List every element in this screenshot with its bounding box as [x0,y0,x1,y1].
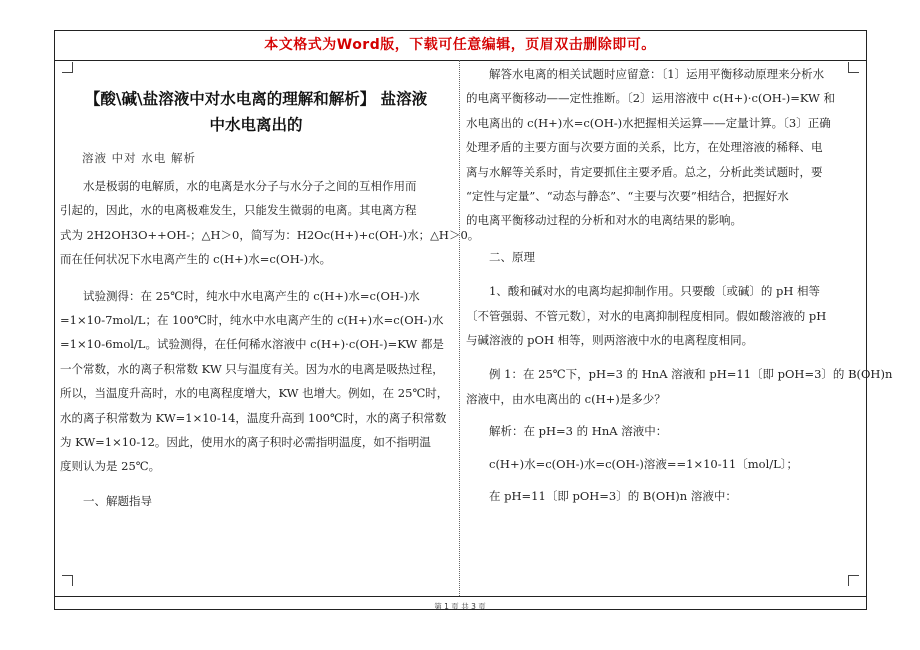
column-divider [459,60,460,596]
body-line: 的电离平衡移动——定性推断。〔2〕运用溶液中 c(H+)·c(OH-)=KW 和 [466,91,836,106]
keywords: 溶液 中对 水电 解析 [82,151,196,165]
body-line: 所以，当温度升高时，水的电离程度增大，KW 也增大。例如，在 25℃时， [60,386,449,401]
body-line: 的电离平衡移动过程的分析和对水的电离结果的影响。 [466,213,742,228]
body-line: 引起的，因此，水的电离极难发生，只能发生微弱的电离。其电离方程 [60,203,417,218]
body-line: “定性与定量”、“动态与静态”、“主要与次要”相结合，把握好水 [466,189,789,204]
title-line-2: 中水电离出的 [209,116,303,134]
body-line: 而在任何状况下水电离产生的 c(H+)水=c(OH-)水。 [60,252,332,267]
body-line: 式为 2H2OH3O++OH-；△H＞0，简写为：H2Oc(H+)+c(OH-)水；△H＞0。 [60,227,480,242]
crop-mark-bottom-left [62,575,73,586]
left-column [60,174,480,513]
body-line: 一个常数，水的离子积常数 KW 只与温度有关。因为水的电离是吸热过程， [60,361,444,376]
body-line: 度则认为是 25℃。 [60,459,161,474]
header-rule [54,60,867,61]
body-line: 与碱溶液的 pOH 相等，则两溶液中水的电离程度相同。 [466,333,754,348]
body-line: 解析：在 pH=3 的 HnA 溶液中： [466,424,668,439]
body-line: =1×10-7mol/L；在 100℃时，纯水中水电离产生的 c(H+)水=c(OH-)水 [60,313,444,328]
body-line: c(H+)水=c(OH-)水=c(OH-)溶液==1×10-11〔mol/L〕； [466,456,799,471]
header-notice: 本文格式为Word版，下载可任意编辑，页眉双击删除即可。 [264,37,656,53]
body-line: 水是极弱的电解质，水的电离是水分子与水分子之间的互相作用而 [60,179,417,193]
body-line: 处理矛盾的主要方面与次要方面的关系，比方，在处理溶液的稀释、电 [466,140,823,155]
body-line: 离与水解等关系时，肯定要抓住主要矛盾。总之，分析此类试题时，要 [466,164,823,179]
body-line: 例 1：在 25℃下，pH=3 的 HnA 溶液和 pH=11〔即 pOH=3〕的 B(OH)n [466,367,893,382]
body-line: 〔不管强弱、不管元数〕，对水的电离抑制程度相同。假如酸溶液的 pH [466,308,827,323]
body-line: 在 pH=11〔即 pOH=3〕的 B(OH)n 溶液中： [466,489,737,504]
right-column [466,62,893,509]
body-line: 解答水电离的相关试题时应留意：〔1〕运用平衡移动原理来分析水 [466,67,825,81]
page-number: 第 1 页 共 3 页 [434,602,486,611]
body-line: 试验测得：在 25℃时，纯水中水电离产生的 c(H+)水=c(OH-)水 [60,288,420,303]
section-heading: 一、解题指导 [60,493,152,508]
body-line: 溶液中，由水电离出的 c(H+)是多少？ [466,391,666,406]
body-line: 水的离子积常数为 KW=1×10-14，温度升高到 100℃时，水的离子积常数 [60,410,447,425]
section-heading: 二、原理 [466,249,535,264]
body-line: 水电离出的 c(H+)水=c(OH-)水把握相关运算——定量计算。〔3〕正确 [466,115,831,130]
body-line: =1×10-6mol/L。试验测得，在任何稀水溶液中 c(H+)·c(OH-)=KW 都是 [60,337,444,352]
crop-mark-top-left [62,62,73,73]
body-line: 为 KW=1×10-12。因此，使用水的离子积时必需指明温度，如不指明温 [60,435,431,450]
crop-mark-bottom-right [848,575,859,586]
document-title [60,86,452,138]
footer-rule [54,596,867,597]
title-line-1: 【酸\碱\盐溶液中对水电离的理解和解析】 盐溶液 [84,90,428,108]
body-line: 1、酸和碱对水的电离均起抑制作用。只要酸〔或碱〕的 pH 相等 [466,284,821,299]
